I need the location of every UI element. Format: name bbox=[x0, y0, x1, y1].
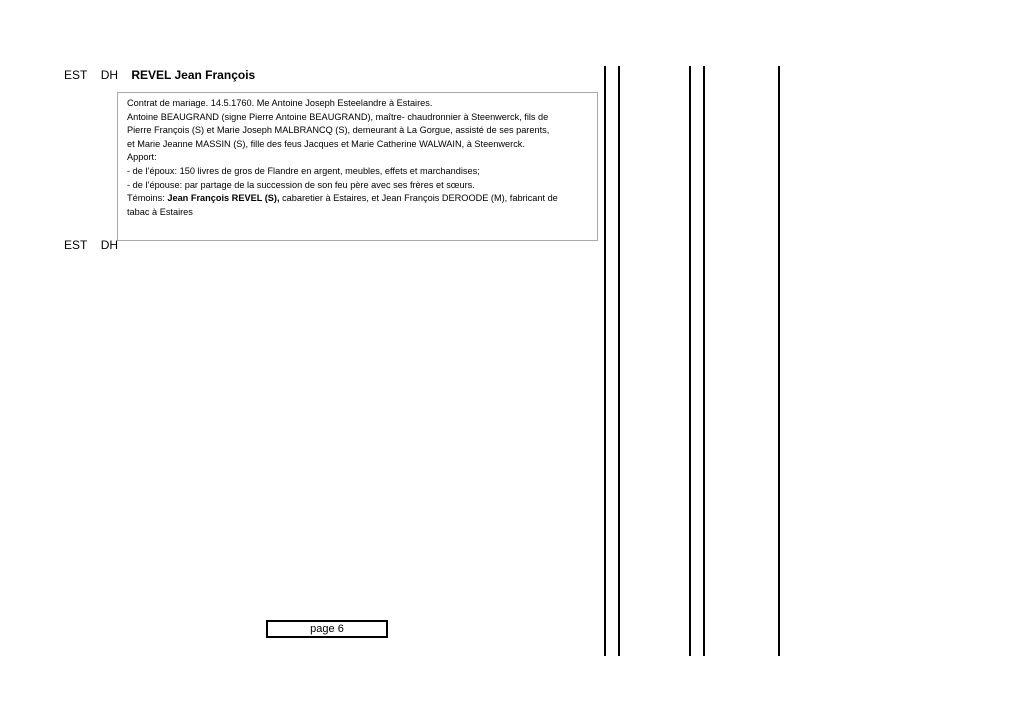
page-number-box bbox=[266, 620, 388, 638]
note-line-witnesses bbox=[127, 192, 589, 206]
column-rule bbox=[689, 66, 691, 656]
column-rule bbox=[703, 66, 705, 656]
entry-header-1 bbox=[64, 68, 255, 82]
note-line: Antoine BEAUGRAND (signe Pierre Antoine BEAUGRAND), maître- chaudronnier à Steenwerck, fils de bbox=[127, 111, 549, 122]
entry-header-2 bbox=[64, 238, 128, 252]
column-rule bbox=[604, 66, 606, 656]
witnesses-rest: cabaretier à Estaires, et Jean François DEROODE (M), fabricant de bbox=[279, 193, 558, 204]
witnesses-label: Témoins: bbox=[127, 193, 168, 204]
note-line: Contrat de mariage. 14.5.1760. Me Antoine Joseph Esteelandre à Estaires. bbox=[127, 98, 433, 108]
marriage-contract-note bbox=[117, 92, 598, 241]
est-code: EST bbox=[64, 238, 88, 252]
dh-code: DH bbox=[100, 68, 119, 82]
note-line: Pierre François (S) et Marie Joseph MALBRANCQ (S), demeurant à La Gorgue, assisté de ses parents, bbox=[127, 125, 550, 136]
note-line: Apport: bbox=[127, 152, 157, 163]
witness-name: Jean François REVEL (S), bbox=[167, 193, 280, 204]
column-rule bbox=[618, 66, 620, 656]
column-rule bbox=[778, 66, 780, 656]
dh-code: DH bbox=[100, 238, 119, 252]
note-line: - de l’époux: 150 livres de gros de Flandre en argent, meubles, effets et marchandises; bbox=[127, 165, 480, 176]
est-code: EST bbox=[64, 68, 88, 82]
page-number: page 6 bbox=[310, 623, 344, 635]
note-line: - de l’épouse: par partage de la succession de son feu père avec ses frères et sœurs. bbox=[127, 179, 475, 190]
person-name: REVEL Jean François bbox=[131, 68, 256, 82]
note-line: tabac à Estaires bbox=[127, 206, 193, 217]
note-line: et Marie Jeanne MASSIN (S), fille des feus Jacques et Marie Catherine WALWAIN, à Steenwerck. bbox=[127, 138, 525, 149]
